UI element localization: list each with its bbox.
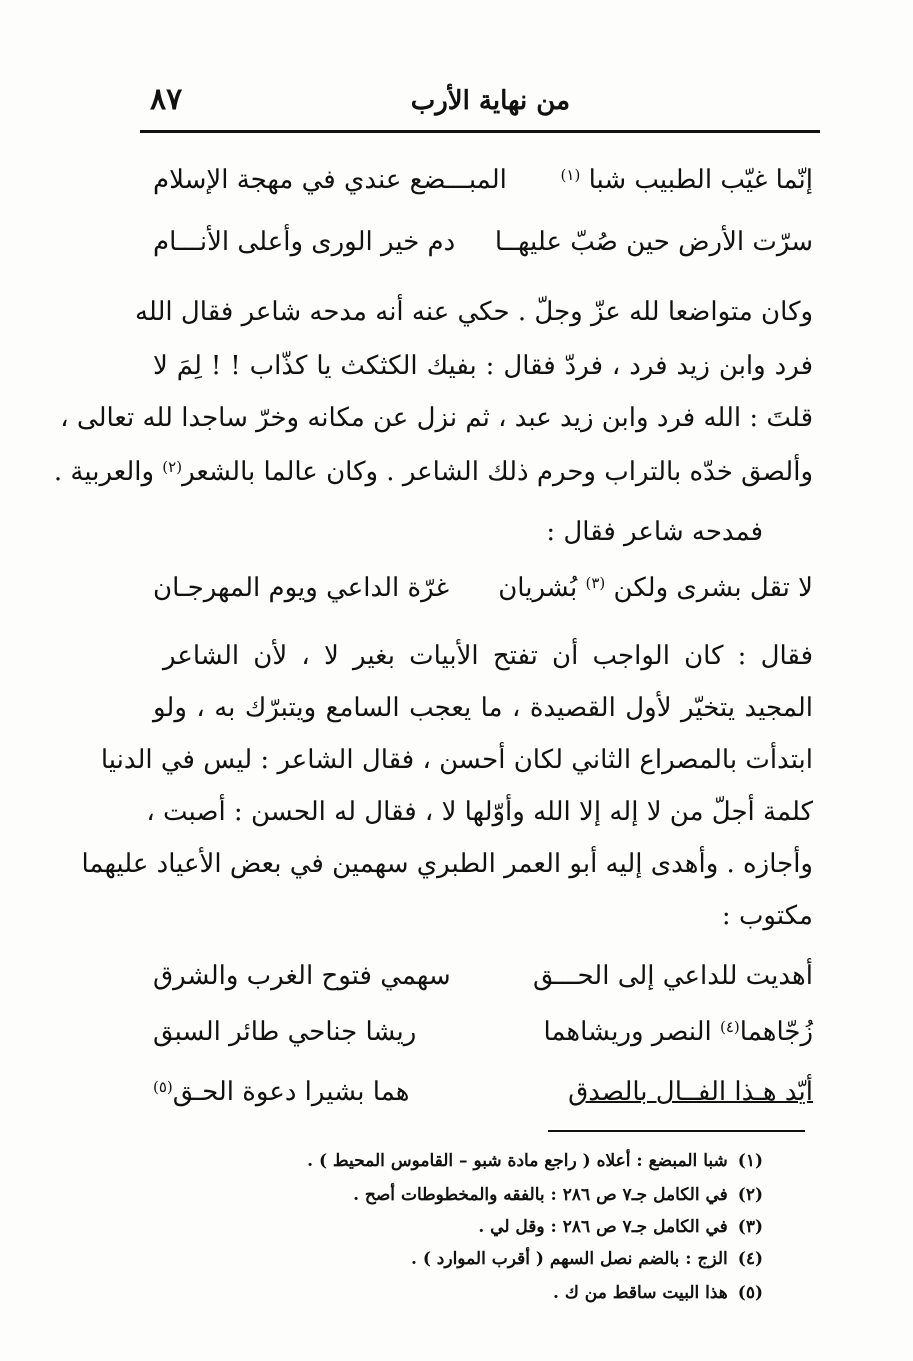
- footnote-rule: [548, 1130, 805, 1132]
- verse-hemistich-left: المبـــضع عندي في مهجة الإسلام: [153, 165, 507, 195]
- verse-hemistich-right: لا تقل بشرى ولكن $^{(٣)}$ بُشريان: [498, 573, 813, 603]
- verse-line: [153, 1072, 813, 1112]
- footnote-number: (١): [737, 1151, 763, 1171]
- paragraph-line: مكتوب :: [721, 901, 813, 931]
- footnote: [203, 1148, 763, 1174]
- verse-line: [153, 222, 813, 262]
- paragraph-line: المجيد يتخيّر لأول القصيدة ، ما يعجب السامع ويتبرّك به ، ولو: [153, 693, 813, 723]
- paragraph-line: ابتدأت بالمصراع الثاني لكان أحسن ، فقال الشاعر : ليس في الدنيا: [100, 745, 813, 775]
- verse-hemistich-right: إنّما غيّب الطبيب شبا $^{(١)}$: [560, 165, 813, 195]
- verse-line: [153, 568, 813, 608]
- footnote-number: (٣): [737, 1217, 763, 1237]
- verse-intro: فمدحه شاعر فقال :: [546, 517, 763, 547]
- verse-hemistich-left: غرّة الداعي ويوم المهرجـان: [153, 573, 450, 603]
- verse-hemistich-right: سرّت الأرض حين صُبّ عليهــا: [494, 227, 813, 257]
- verse-hemistich-left: دم خير الورى وأعلى الأنـــام: [153, 227, 456, 257]
- footnote: [203, 1280, 763, 1306]
- verse-hemistich-right: أيّد هـذا الفــال بالصدق: [568, 1077, 813, 1107]
- paragraph-line: وكان متواضعا لله عزّ وجلّ . حكي عنه أنه مدحه شاعر فقال الله: [134, 297, 813, 327]
- paragraph-line: فقال : كان الواجب أن تفتح الأبيات بغير لا ، لأن الشاعر: [163, 641, 813, 671]
- footnote-ref: (٣): [585, 574, 606, 592]
- footnote-ref: (١): [560, 166, 581, 184]
- paragraph-line: فرد وابن زيد فرد ، فردّ فقال : بفيك الكثكث يا كذّاب ! ! لِمَ لا: [153, 351, 813, 381]
- footnote-text: هذا البيت ساقط من ك .: [553, 1283, 728, 1303]
- verse-hemistich-left: سهمي فتوح الغرب والشرق: [153, 961, 451, 991]
- header-rule: [140, 130, 820, 133]
- verse-line: [153, 160, 813, 200]
- paragraph-line: وألصق خدّه بالتراب وحرم ذلك الشاعر . وكان عالما بالشعر$^{(٢)}$ والعربية .: [53, 457, 813, 487]
- footnote-ref: (٥): [153, 1078, 173, 1096]
- footnote-number: (٥): [737, 1283, 763, 1303]
- footnote-number: (٤): [737, 1249, 763, 1269]
- page-number: ٨٧: [150, 82, 183, 117]
- footnote: [203, 1214, 763, 1240]
- footnote: [203, 1182, 763, 1208]
- footnote-text: الزج : بالضم نصل السهم ( أقرب الموارد ) .: [410, 1249, 728, 1269]
- paragraph-line: قلتَ : الله فرد وابن زيد عبد ، ثم نزل عن مكانه وخرّ ساجدا لله تعالى ،: [60, 403, 813, 433]
- verse-hemistich-right: زُجّاهما$^{(٤)}$ النصر وريشاهما: [543, 1017, 813, 1047]
- footnote-text: في الكامل جـ٧ ص ٢٨٦ : وقل لي .: [478, 1217, 728, 1237]
- verse-hemistich-left: هما بشيرا دعوة الحـق$^{(٥)}$: [153, 1077, 410, 1107]
- footnote-number: (٢): [737, 1185, 763, 1205]
- verse-line: [153, 956, 813, 996]
- footnote-ref: (٤): [720, 1018, 740, 1036]
- footnote-ref: (٢): [162, 458, 183, 476]
- verse-hemistich-right: أهديت للداعي إلى الحـــق: [532, 961, 813, 991]
- paragraph-line: وأجازه . وأهدى إليه أبو العمر الطبري سهمين في بعض الأعياد عليهما: [81, 849, 813, 879]
- footnote-text: شبا المبضع : أعلاه ( راجع مادة شبو – القاموس المحيط ) .: [307, 1151, 728, 1171]
- footnote: [203, 1246, 763, 1272]
- footnote-text: في الكامل جـ٧ ص ٢٨٦ : بالفقه والمخطوطات أصح .: [353, 1185, 728, 1205]
- running-title: من نهاية الأرب: [410, 86, 570, 116]
- verse-hemistich-left: ريشا جناحي طائر السبق: [153, 1017, 417, 1047]
- page-header: [150, 82, 820, 126]
- verse-line: [153, 1012, 813, 1052]
- paragraph-line: كلمة أجلّ من لا إله إلا الله وأوّلها لا ، فقال له الحسن : أصبت ،: [146, 797, 813, 827]
